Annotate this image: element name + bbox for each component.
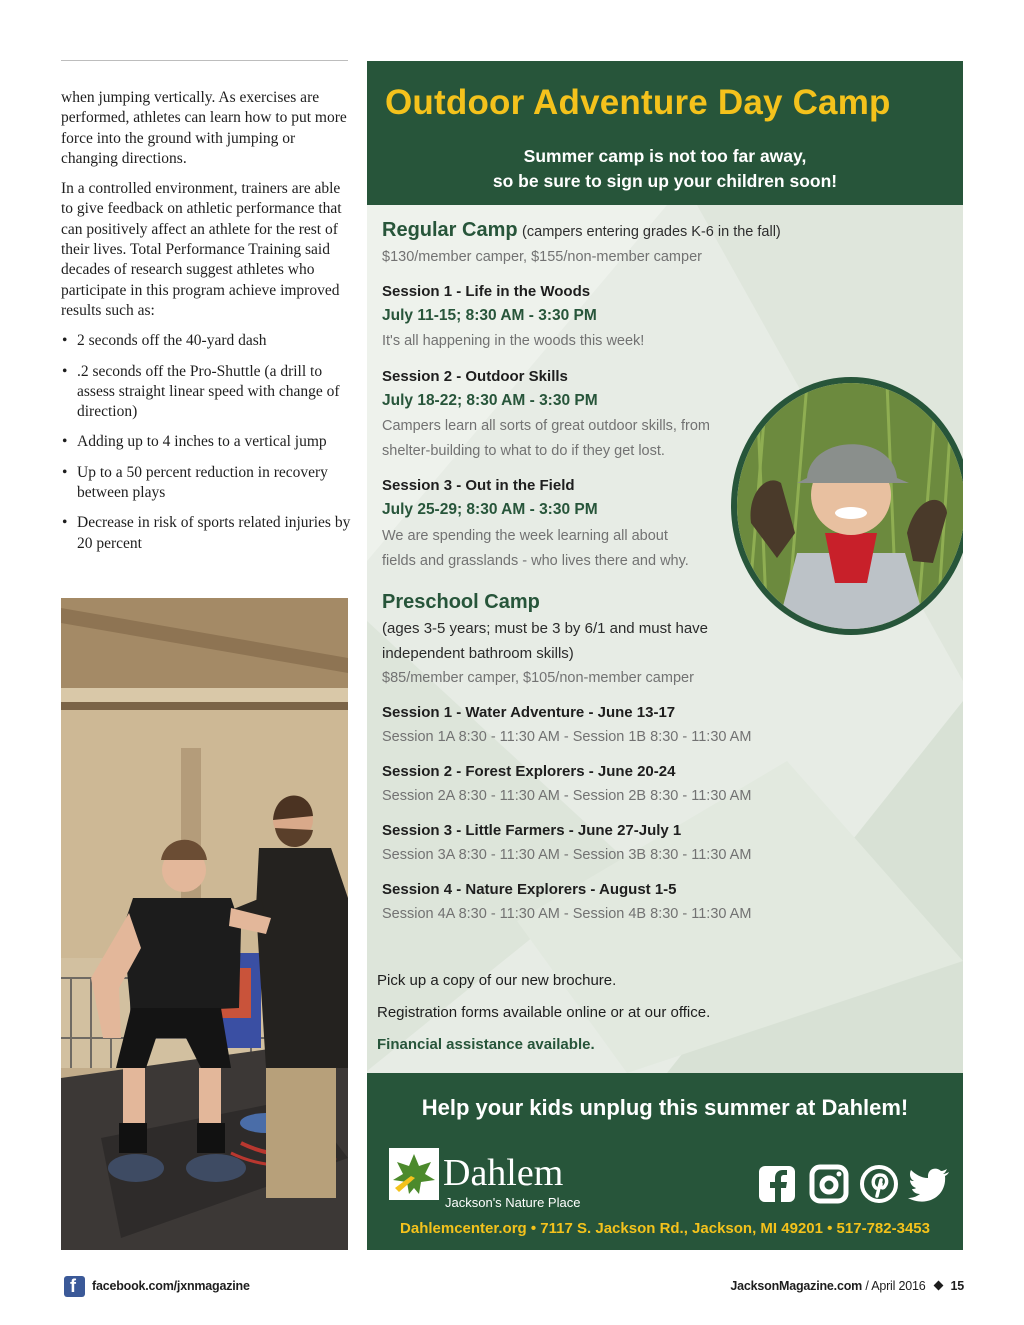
preschool-session-times: Session 3A 8:30 - 11:30 AM - Session 3B 8:30 - 11:30 AM: [382, 847, 752, 863]
dahlem-leaf-logo-icon: [389, 1148, 439, 1200]
preschool-camp-price: $85/member camper, $105/non-member camper: [382, 670, 694, 686]
preschool-session-name: Session 2 - Forest Explorers - June 20-24: [382, 763, 676, 780]
regular-session-desc: fields and grasslands - who lives there and why.: [382, 553, 689, 569]
regular-session-desc: Campers learn all sorts of great outdoor skills, from: [382, 418, 710, 434]
brochure-note: Pick up a copy of our new brochure.: [377, 972, 617, 989]
ad-contact-line: Dahlemcenter.org • 7117 S. Jackson Rd., Jackson, MI 49201 • 517-782-3453: [400, 1220, 930, 1237]
preschool-session-name: Session 1 - Water Adventure - June 13-17: [382, 704, 676, 721]
regular-camp-note: (campers entering grades K-6 in the fall): [522, 224, 781, 240]
regular-session-date: July 18-22; 8:30 AM - 3:30 PM: [382, 392, 598, 409]
preschool-session-times: Session 2A 8:30 - 11:30 AM - Session 2B 8:30 - 11:30 AM: [382, 788, 752, 804]
ad-footer-headline: Help your kids unplug this summer at Dahlem!: [421, 1095, 909, 1120]
pinterest-icon[interactable]: [859, 1164, 899, 1204]
footer-issue-info: [730, 1279, 964, 1293]
preschool-camp-note: independent bathroom skills): [382, 645, 574, 662]
results-list: [61, 331, 351, 554]
regular-session-desc: It's all happening in the woods this week!: [382, 333, 645, 349]
list-item: • Up to a 50 percent reduction in recovery between plays: [61, 463, 351, 504]
regular-session-desc: We are spending the week learning all about: [382, 528, 668, 544]
footer-site-link[interactable]: JacksonMagazine.com: [730, 1279, 863, 1293]
financial-note: Financial assistance available.: [377, 1036, 595, 1053]
regular-camp-title: Regular Camp: [382, 219, 518, 241]
facebook-icon[interactable]: [757, 1164, 797, 1204]
preschool-camp-note: (ages 3-5 years; must be 3 by 6/1 and must have: [382, 620, 709, 637]
ad-title: Outdoor Adventure Day Camp: [385, 83, 891, 122]
regular-session-date: July 11-15; 8:30 AM - 3:30 PM: [382, 307, 597, 324]
ad-header: [367, 61, 963, 205]
list-item: • Adding up to 4 inches to a vertical jump: [61, 432, 351, 452]
regular-session-desc: shelter-building to what to do if they get lost.: [382, 443, 665, 459]
ad-footer: [367, 1073, 963, 1250]
ad-subtitle: Summer camp is not too far away,: [523, 146, 807, 166]
twitter-icon[interactable]: [907, 1164, 951, 1204]
diamond-icon: [934, 1281, 944, 1291]
regular-session-name: Session 2 - Outdoor Skills: [382, 368, 568, 385]
list-item: • 2 seconds off the 40-yard dash: [61, 331, 351, 351]
preschool-session-name: Session 4 - Nature Explorers - August 1-5: [382, 881, 677, 898]
preschool-session-times: Session 1A 8:30 - 11:30 AM - Session 1B 8:30 - 11:30 AM: [382, 729, 752, 745]
footer-issue-date: / April 2016: [862, 1279, 926, 1293]
camper-photo: [731, 377, 963, 635]
preschool-session-times: Session 4A 8:30 - 11:30 AM - Session 4B 8:30 - 11:30 AM: [382, 906, 752, 922]
article-column: [61, 88, 351, 564]
dahlem-logo-name: Dahlem: [443, 1152, 564, 1194]
training-photo: [61, 598, 348, 1250]
preschool-camp-title: Preschool Camp: [382, 591, 540, 613]
registration-note: Registration forms available online or at our office.: [377, 1004, 711, 1021]
preschool-session-name: Session 3 - Little Farmers - June 27-July 1: [382, 822, 682, 839]
regular-session-date: July 25-29; 8:30 AM - 3:30 PM: [382, 501, 598, 518]
camp-advertisement: [367, 61, 963, 1250]
regular-camp-heading: [382, 219, 781, 242]
page-number: 15: [950, 1279, 964, 1293]
facebook-icon: f: [64, 1276, 85, 1297]
top-rule: [61, 60, 348, 61]
dahlem-logo-tagline: Jackson's Nature Place: [445, 1195, 581, 1210]
regular-camp-price: $130/member camper, $155/non-member camper: [382, 249, 702, 265]
instagram-icon[interactable]: [809, 1164, 849, 1204]
list-item: • .2 seconds off the Pro-Shuttle (a drill to assess straight linear speed with change of direction): [61, 362, 351, 423]
article-paragraph: when jumping vertically. As exercises are performed, athletes can learn how to put more force into the ground with jumping or changing directions.: [61, 89, 347, 167]
article-paragraph: In a controlled environment, trainers are able to give feedback on athletic performance that can positively affect an athlete for the rest of their lives. Total Performance Training said decades of research suggest athletes who participate in this program achieve improved results such as:: [61, 180, 342, 319]
regular-session-name: Session 1 - Life in the Woods: [382, 283, 591, 300]
list-item: • Decrease in risk of sports related injuries by 20 percent: [61, 513, 351, 554]
ad-subtitle: so be sure to sign up your children soon!: [492, 171, 838, 191]
regular-session-name: Session 3 - Out in the Field: [382, 477, 575, 494]
footer-facebook-link[interactable]: facebook.com/jxnmagazine: [92, 1279, 250, 1293]
